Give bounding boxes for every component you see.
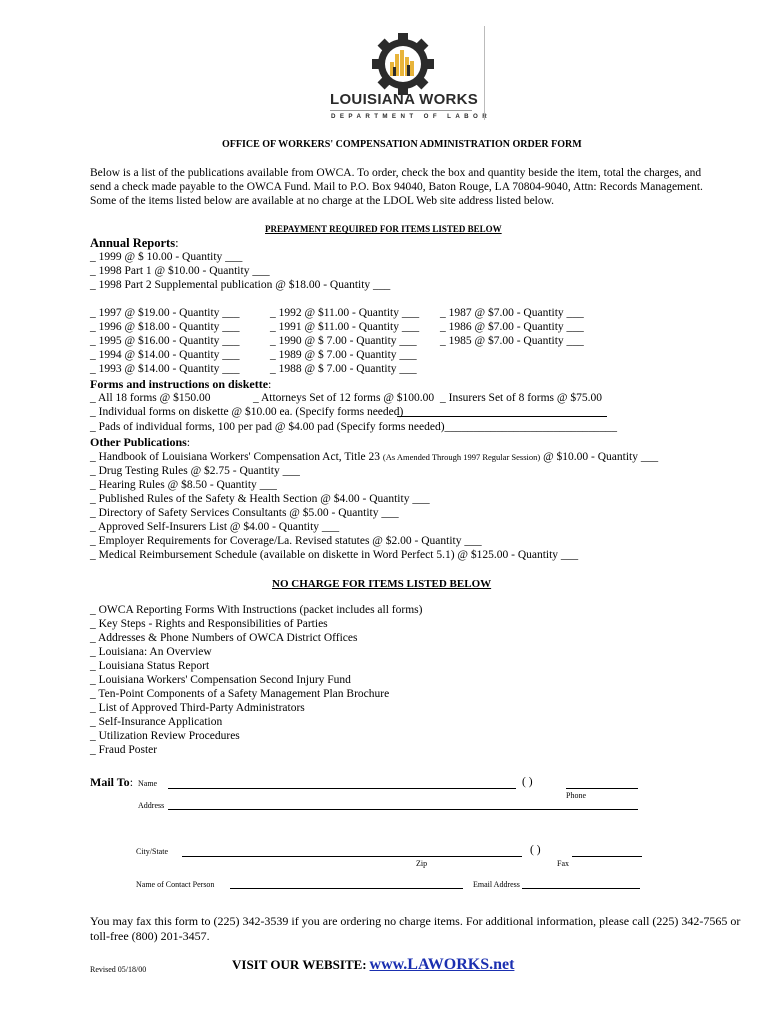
annual-item[interactable]: _ 1997 @ $19.00 - Quantity ___: [90, 307, 240, 319]
revised-date: Revised 05/18/00: [90, 965, 147, 974]
name-label: Name: [138, 779, 158, 788]
annual-item[interactable]: _ 1999 @ $ 10.00 - Quantity ___: [90, 251, 243, 263]
citystate-field[interactable]: [182, 856, 522, 857]
intro-line: send a check made payable to the OWCA Fund. Mail to P.O. Box 94040, Baton Rouge, LA 70804-9040, Attn: Records Management.: [90, 181, 703, 193]
nocharge-heading: NO CHARGE FOR ITEMS LISTED BELOW: [272, 578, 492, 590]
annual-item[interactable]: _ 1988 @ $ 7.00 - Quantity ___: [270, 363, 417, 375]
nocharge-item[interactable]: _ Utilization Review Procedures: [90, 730, 240, 742]
publication-item[interactable]: _ Employer Requirements for Coverage/La. Revised statutes @ $2.00 - Quantity ___: [90, 535, 482, 547]
nocharge-item[interactable]: _ Louisiana: An Overview: [90, 646, 212, 658]
intro-line: Some of the items listed below are available at no charge at the LDOL Web site address listed below.: [90, 195, 555, 207]
logo: [330, 30, 492, 126]
nocharge-item[interactable]: _ Fraud Poster: [90, 744, 158, 756]
citystate-label: City/State: [136, 847, 168, 856]
contact-person-field[interactable]: [230, 888, 463, 889]
annual-item[interactable]: _ 1989 @ $ 7.00 - Quantity ___: [270, 349, 417, 361]
diskette-heading: Forms and instructions on diskette:: [90, 377, 272, 391]
name-field[interactable]: [168, 788, 516, 789]
diskette-pads[interactable]: _ Pads of individual forms, 100 per pad @ $4.00 pad (Specify forms needed)______________________________: [90, 421, 618, 433]
annual-item[interactable]: _ 1990 @ $ 7.00 - Quantity ___: [270, 335, 417, 347]
contact-person-label: Name of Contact Person: [136, 880, 215, 889]
diskette-all-forms[interactable]: _ All 18 forms @ $150.00: [90, 392, 211, 404]
nocharge-item[interactable]: _ Ten-Point Components of a Safety Management Plan Brochure: [90, 688, 390, 700]
footer-note: You may fax this form to (225) 342-3539 if you are ordering no charge items. For additional information, please call (225) 342-7565 or: [90, 914, 741, 928]
diskette-individual-forms[interactable]: _ Individual forms on diskette @ $10.00 ea. (Specify forms needed): [90, 406, 404, 418]
email-field[interactable]: [522, 888, 640, 889]
phone-label: Phone: [566, 791, 586, 800]
nocharge-item[interactable]: _ Key Steps - Rights and Responsibilities of Parties: [90, 618, 328, 630]
annual-item[interactable]: _ 1987 @ $7.00 - Quantity ___: [440, 307, 584, 319]
email-label: Email Address: [473, 880, 520, 889]
intro-line: Below is a list of the publications available from OWCA. To order, check the box and quantity beside the item, total the charges, and: [90, 167, 702, 179]
annual-item[interactable]: _ 1986 @ $7.00 - Quantity ___: [440, 321, 584, 333]
publication-item[interactable]: _ Directory of Safety Services Consultants @ $5.00 - Quantity ___: [90, 507, 399, 519]
annual-item[interactable]: _ 1998 Part 1 @ $10.00 - Quantity ___: [90, 265, 270, 277]
annual-reports-heading: Annual Reports:: [90, 236, 179, 250]
logo-name: LOUISIANA WORKS: [330, 91, 479, 108]
nocharge-item[interactable]: _ Louisiana Status Report: [90, 660, 210, 672]
logo-divider: [330, 110, 472, 111]
address-field[interactable]: [168, 809, 638, 810]
annual-item[interactable]: _ 1995 @ $16.00 - Quantity ___: [90, 335, 240, 347]
annual-item[interactable]: _ 1998 Part 2 Supplemental publication @ $18.00 - Quantity ___: [90, 279, 391, 291]
annual-item[interactable]: _ 1992 @ $11.00 - Quantity ___: [270, 307, 420, 319]
publication-item[interactable]: _ Hearing Rules @ $8.50 - Quantity ___: [90, 479, 277, 491]
address-label: Address: [138, 801, 165, 810]
publication-item[interactable]: _ Approved Self-Insurers List @ $4.00 - Quantity ___: [90, 521, 340, 533]
nocharge-item[interactable]: _ Addresses & Phone Numbers of OWCA District Offices: [90, 632, 358, 644]
other-publications-heading: Other Publications:: [90, 435, 191, 449]
annual-item[interactable]: _ 1991 @ $11.00 - Quantity ___: [270, 321, 420, 333]
annual-item[interactable]: _ 1985 @ $7.00 - Quantity ___: [440, 335, 584, 347]
prepay-heading: PREPAYMENT REQUIRED FOR ITEMS LISTED BELOW: [265, 224, 502, 234]
fax-field[interactable]: [572, 856, 642, 857]
phone-paren: ( ): [522, 776, 533, 788]
logo-subtitle: DEPARTMENT OF LABOR: [331, 113, 492, 120]
fax-paren: ( ): [530, 844, 541, 856]
annual-item[interactable]: _ 1993 @ $14.00 - Quantity ___: [90, 363, 240, 375]
fax-label: Fax: [557, 859, 569, 868]
nocharge-item[interactable]: _ List of Approved Third-Party Administrators: [90, 702, 305, 714]
publication-item[interactable]: _ Medical Reimbursement Schedule (available on diskette in Word Perfect 5.1) @ $125.00 - Quantity ___: [90, 549, 579, 561]
zip-label: Zip: [416, 859, 428, 868]
mail-to-label: Mail To:: [90, 775, 134, 789]
publication-item[interactable]: _ Drug Testing Rules @ $2.75 - Quantity ___: [90, 465, 300, 477]
gear-logo-icon: [330, 30, 480, 100]
page-title: OFFICE OF WORKERS' COMPENSATION ADMINISTRATION ORDER FORM: [222, 139, 582, 150]
individual-forms-blank[interactable]: [397, 416, 607, 417]
nocharge-item[interactable]: _ OWCA Reporting Forms With Instructions (packet includes all forms): [90, 604, 423, 616]
header-vertical-rule: [484, 26, 485, 120]
diskette-attorneys-set[interactable]: _ Attorneys Set of 12 forms @ $100.00: [253, 392, 435, 404]
annual-item[interactable]: _ 1994 @ $14.00 - Quantity ___: [90, 349, 240, 361]
nocharge-item[interactable]: _ Self-Insurance Application: [90, 716, 223, 728]
website-link[interactable]: www.LAWORKS.net: [369, 956, 515, 973]
footer-note: toll-free (800) 201-3457.: [90, 929, 210, 943]
website-line: VISIT OUR WEBSITE: www.LAWORKS.net: [232, 956, 515, 973]
diskette-insurers-set[interactable]: _ Insurers Set of 8 forms @ $75.00: [440, 392, 602, 404]
handbook-item[interactable]: _ Handbook of Louisiana Workers' Compensation Act, Title 23 (As Amended Through 1997 Regular Session) @ $10.00 - Quantity ___: [90, 451, 659, 463]
nocharge-item[interactable]: _ Louisiana Workers' Compensation Second Injury Fund: [90, 674, 351, 686]
publication-item[interactable]: _ Published Rules of the Safety & Health Section @ $4.00 - Quantity ___: [90, 493, 430, 505]
annual-item[interactable]: _ 1996 @ $18.00 - Quantity ___: [90, 321, 240, 333]
